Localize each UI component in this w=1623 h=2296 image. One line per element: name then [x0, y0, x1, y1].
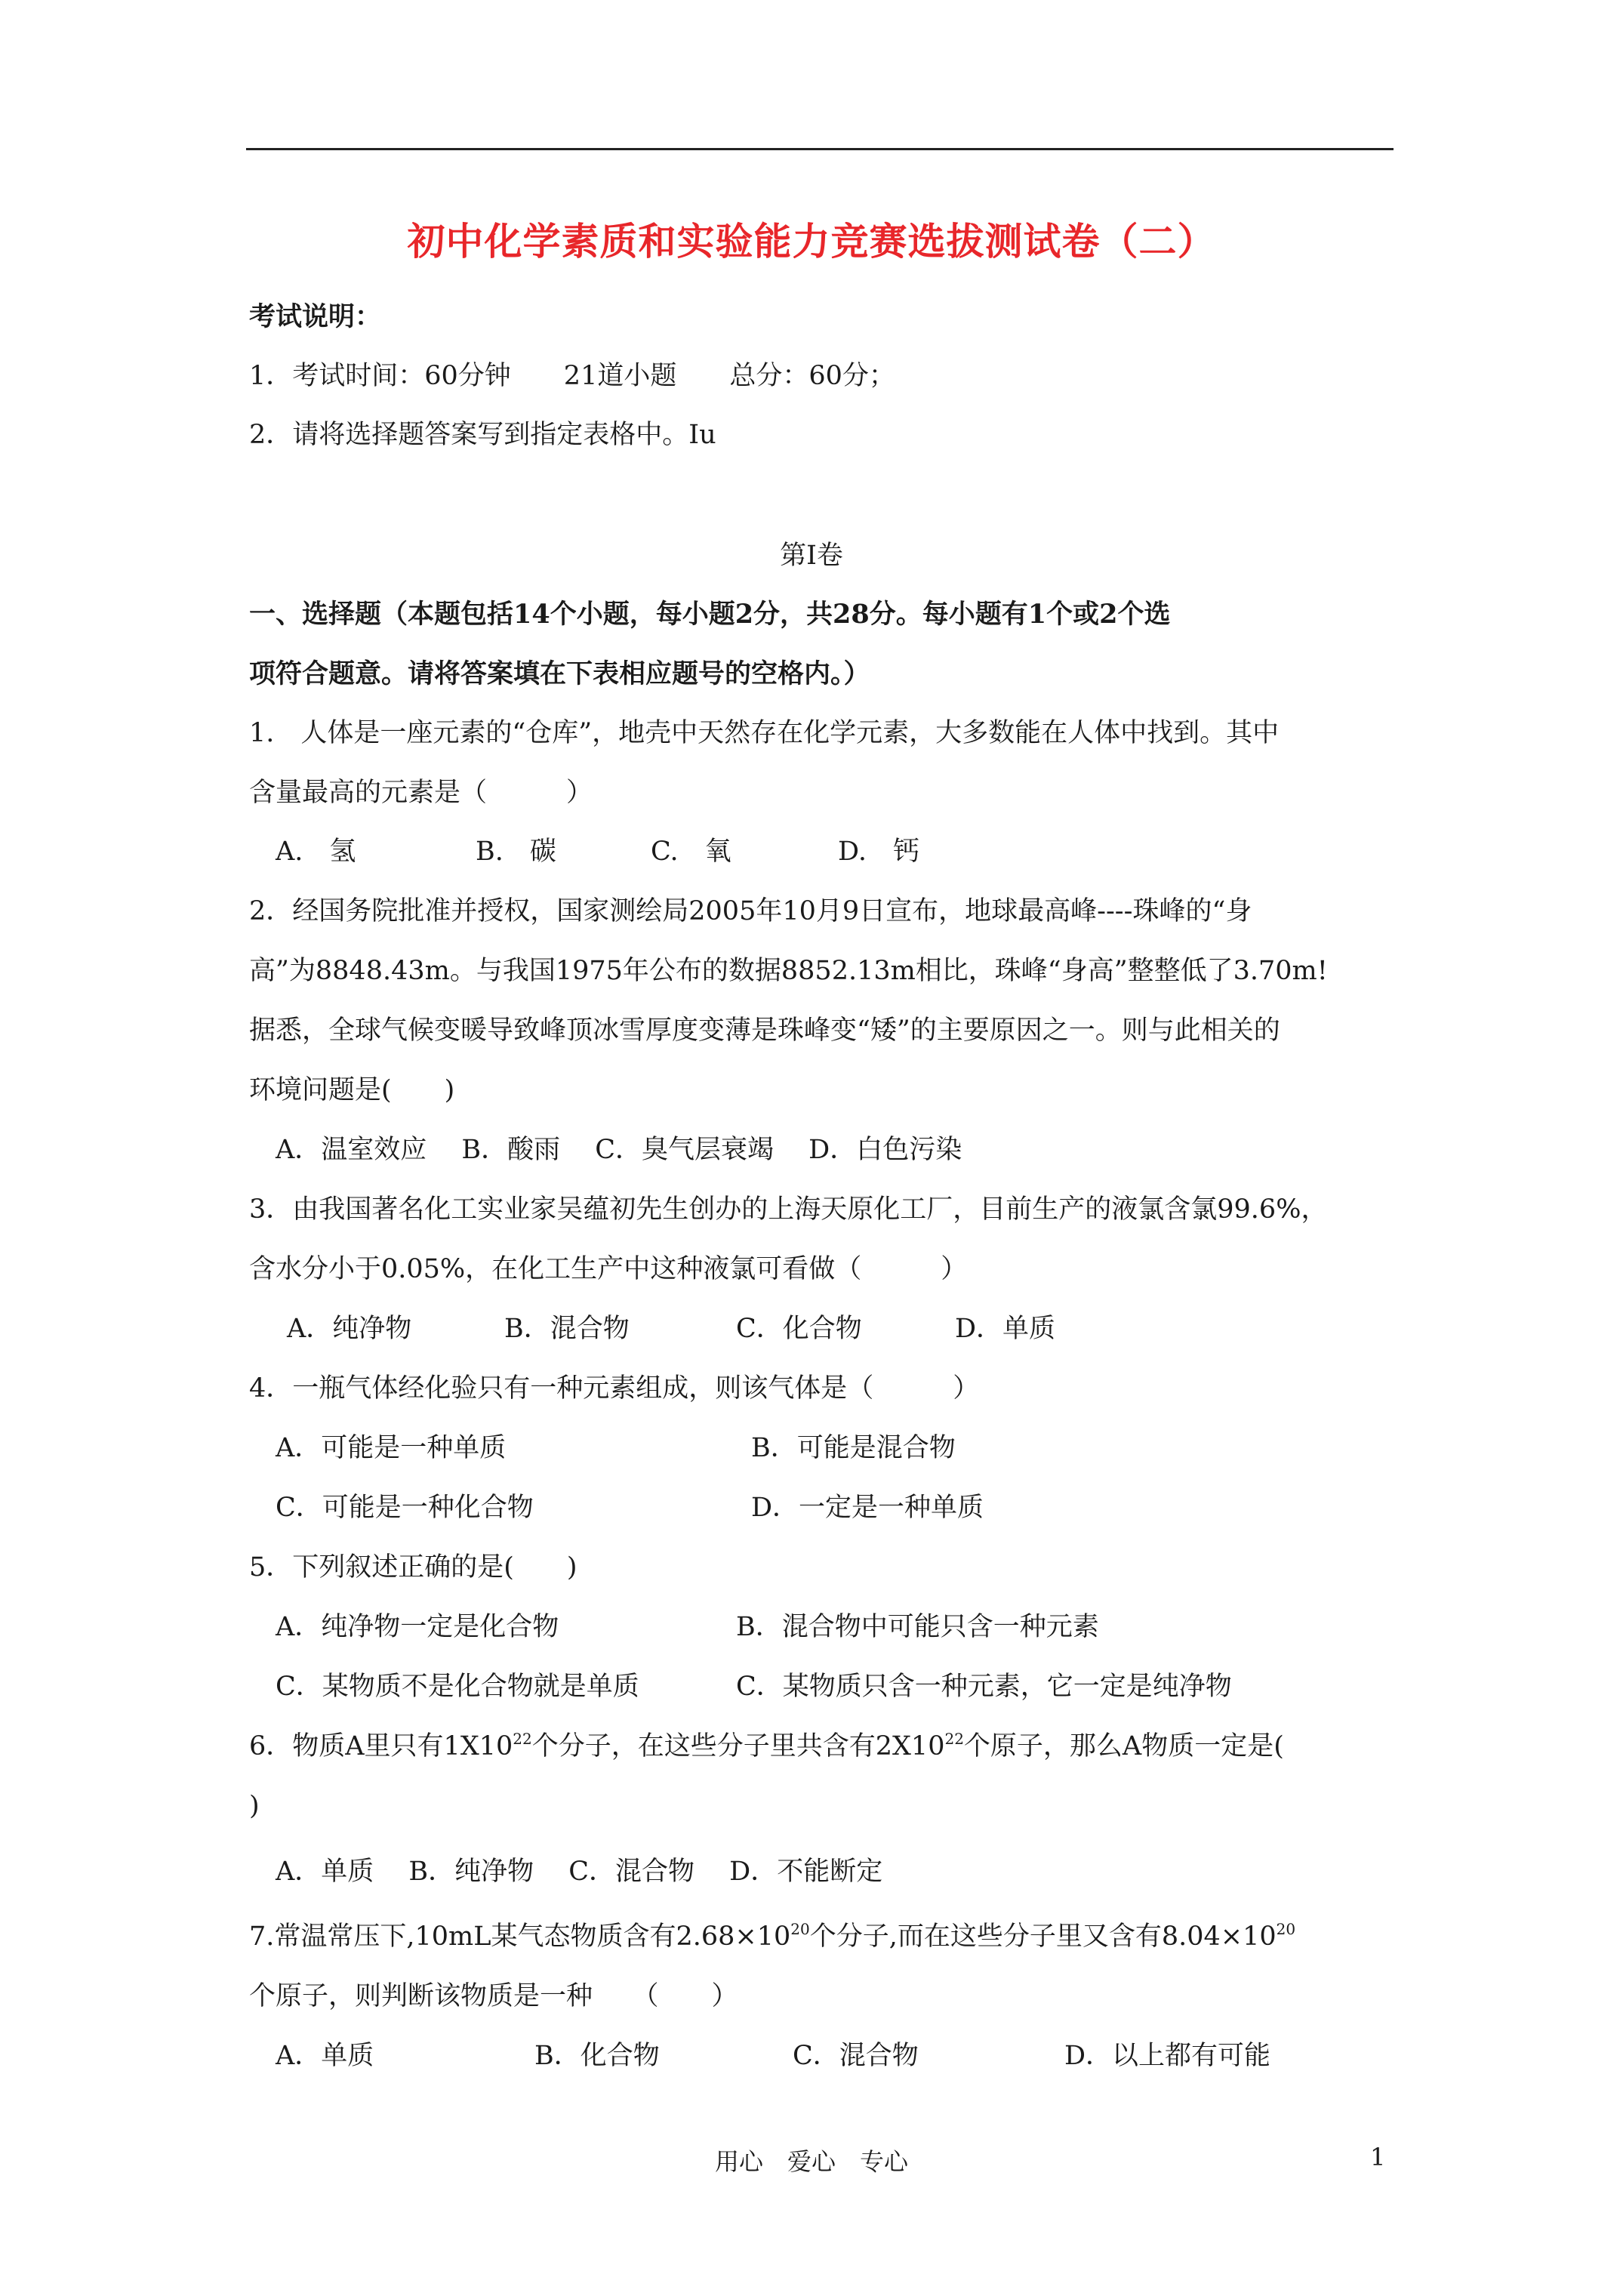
question-7-option-d: D．以上都有可能 [1064, 2041, 1271, 2071]
question-6-exponent-2: 22 [944, 1730, 964, 1748]
question-4-option-d: D．一定是一种单质 [751, 1493, 984, 1523]
question-1-option-a: A. 氢 [276, 837, 356, 867]
question-3-option-c: C．化合物 [736, 1314, 862, 1344]
question-6-options: A．单质 B．纯净物 C．混合物 D．不能断定 [276, 1857, 883, 1887]
header-rule [246, 148, 1394, 150]
question-4-option-a: A．可能是一种单质 [276, 1433, 507, 1463]
question-2-line-1: 2．经国务院批准并授权，国家测绘局2005年10月9日宣布，地球最高峰----珠峰的“身 [249, 896, 1252, 926]
question-1-line-2: 含量最高的元素是（ ） [249, 778, 593, 808]
question-5-option-d: C．某物质只含一种元素，它一定是纯净物 [736, 1672, 1232, 1702]
instructions-heading: 考试说明： [249, 301, 382, 332]
question-1-option-b: B. 碳 [476, 837, 556, 867]
question-6-text-mid: 个分子，在这些分子里共含有2X10 [531, 1731, 945, 1761]
question-2-line-3: 据悉，全球气候变暖导致峰顶冰雪厚度变薄是珠峰变“矮”的主要原因之一。则与此相关的 [249, 1015, 1280, 1046]
question-7-line-2: 个原子，则判断该物质是一种 （ ） [249, 1981, 738, 2011]
instructions-item-1: 1．考试时间：60分钟 21道小题 总分：60分； [249, 361, 895, 391]
question-7-text-mid: 个分子,而在这些分子里又含有8.04×10 [809, 1922, 1277, 1952]
question-7-option-b: B．化合物 [534, 2041, 660, 2071]
question-3-line-2: 含水分小于0.05%，在化工生产中这种液氯可看做（ ） [249, 1254, 968, 1284]
question-7-exponent-1: 20 [790, 1920, 810, 1938]
page-title: 初中化学素质和实验能力竞赛选拔测试卷（二） [407, 219, 1216, 264]
question-7-option-a: A．单质 [276, 2041, 374, 2071]
question-4-option-b: B．可能是混合物 [751, 1433, 956, 1463]
section-heading-line-1: 一、选择题（本题包括14个小题，每小题2分，共28分。每小题有1个或2个选 [249, 599, 1171, 630]
question-6-text-pre: 6．物质A里只有1X10 [249, 1731, 513, 1761]
question-6-line-2: ) [249, 1791, 260, 1821]
question-5-option-b: B．混合物中可能只含一种元素 [736, 1612, 1099, 1642]
question-1-line-1: 1. 人体是一座元素的“仓库”，地壳中天然存在化学元素，大多数能在人体中找到。其中 [249, 718, 1280, 748]
question-5-line-1: 5．下列叙述正确的是( ) [249, 1552, 577, 1583]
volume-heading: 第Ⅰ卷 [780, 541, 843, 571]
question-3-option-d: D．单质 [955, 1314, 1056, 1344]
page-footer: 用心 爱心 专心 [714, 2147, 908, 2176]
question-5-option-a: A．纯净物一定是化合物 [276, 1612, 559, 1642]
question-2-line-4: 环境问题是( ) [249, 1075, 455, 1105]
section-heading-line-2: 项符合题意。请将答案填在下表相应题号的空格内。） [249, 658, 870, 689]
question-6-text-post: 个原子，那么A物质一定是( [963, 1731, 1284, 1761]
instructions-item-2: 2．请将选择题答案写到指定表格中。Iu [249, 420, 716, 450]
question-4-option-c: C．可能是一种化合物 [276, 1493, 534, 1523]
question-7-text-pre: 7.常温常压下,10mL某气态物质含有2.68×10 [249, 1922, 791, 1952]
question-4-line-1: 4．一瓶气体经化验只有一种元素组成，则该气体是（ ） [249, 1373, 980, 1404]
question-2-options: A．温室效应 B．酸雨 C．臭气层衰竭 D．白色污染 [276, 1135, 962, 1165]
page-number: 1 [1370, 2143, 1386, 2171]
question-6-line-1 [249, 1731, 1284, 1761]
question-3-line-1: 3．由我国著名化工实业家吴蕴初先生创办的上海天原化工厂，目前生产的液氯含氯99.6%， [249, 1194, 1328, 1225]
question-7-option-c: C．混合物 [793, 2041, 919, 2071]
question-3-option-b: B．混合物 [504, 1314, 630, 1344]
question-7-line-1 [249, 1922, 1295, 1952]
question-2-line-2: 高”为8848.43m。与我国1975年公布的数据8852.13m相比，珠峰“身高”整整低了3.70m! [249, 956, 1328, 986]
question-5-option-c: C．某物质不是化合物就是单质 [276, 1672, 639, 1702]
question-6-exponent-1: 22 [513, 1730, 532, 1748]
question-3-option-a: A．纯净物 [287, 1314, 412, 1344]
question-1-option-d: D. 钙 [838, 837, 919, 867]
question-7-exponent-2: 20 [1276, 1920, 1296, 1938]
question-1-option-c: C. 氧 [651, 837, 731, 867]
